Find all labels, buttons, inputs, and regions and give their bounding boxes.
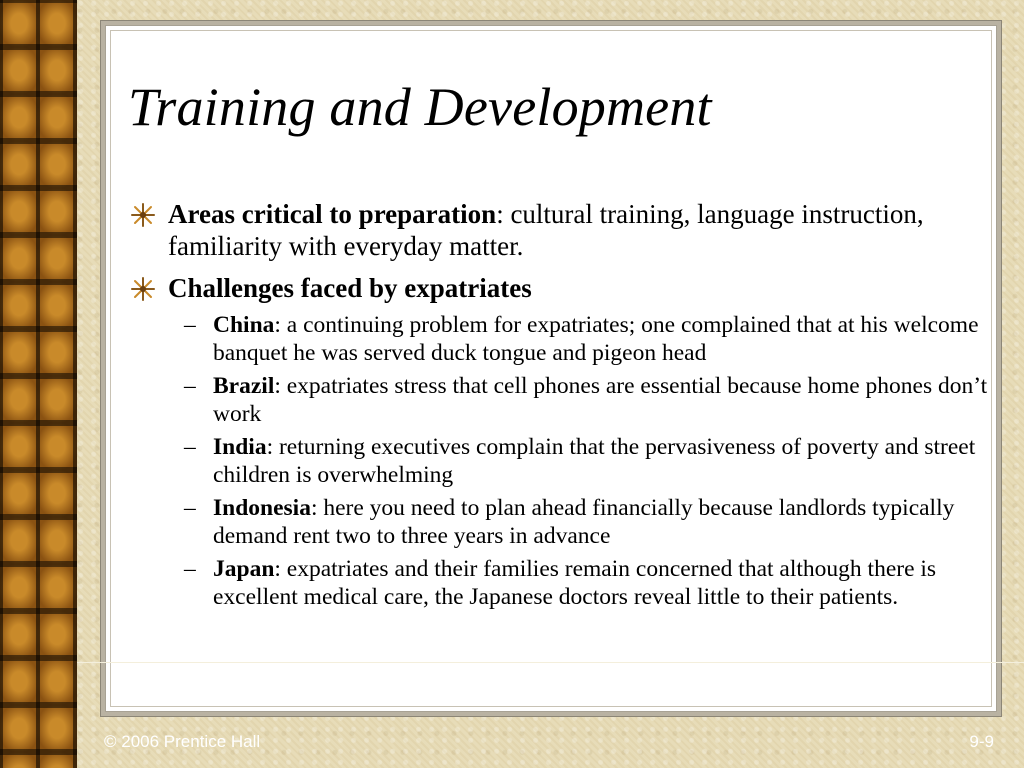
sub-bullet-term: India [213,434,267,460]
slide-title: Training and Development [128,77,712,137]
bullet-term: Challenges faced by expatriates [168,273,532,303]
footer-page-number: 9-9 [969,732,994,751]
decorative-side-stripe [0,0,77,768]
bullet-challenges [128,272,988,304]
sub-bullet-text: : expatriates stress that cell phones are essential because home phones don’t work [213,373,988,427]
dash-marker: – [184,434,196,460]
sub-bullet-term: Brazil [213,373,275,399]
dash-marker: – [184,373,196,399]
star-burst-icon [130,276,156,302]
dash-marker: – [184,556,196,582]
slide-body [128,198,988,617]
footer-copyright: © 2006 Prentice Hall [104,732,261,751]
sub-bullet-india [128,434,988,489]
sub-bullet-text: : here you need to plan ahead financially because landlords typically demand rent two to three years in advance [213,495,955,549]
bullet-areas-critical [128,198,988,262]
sub-bullet-term: Indonesia [213,495,311,521]
sub-bullet-text: : returning executives complain that the pervasiveness of poverty and street children is overwhelming [213,434,976,488]
sub-bullet-text: : expatriates and their families remain concerned that although there is excellent medical care, the Japanese doctors reveal little to their patients. [213,556,937,610]
sub-bullet-term: Japan [213,556,275,582]
dash-marker: – [184,495,196,521]
bullet-term: Areas critical to preparation [168,199,497,229]
sub-bullet-term: China [213,312,275,338]
bullet-text: : cultural training, language instruction, familiarity with everyday matter. [168,199,924,261]
sub-bullet-text: : a continuing problem for expatriates; one complained that at his welcome banquet he was served duck tongue and pigeon head [213,312,979,366]
sub-bullet-indonesia [128,495,988,550]
sub-bullet-brazil [128,373,988,428]
footer-divider [77,662,1024,663]
sub-bullet-list [128,312,988,611]
sub-bullet-china [128,312,988,367]
sub-bullet-japan [128,556,988,611]
dash-marker: – [184,312,196,338]
star-burst-icon [130,202,156,228]
